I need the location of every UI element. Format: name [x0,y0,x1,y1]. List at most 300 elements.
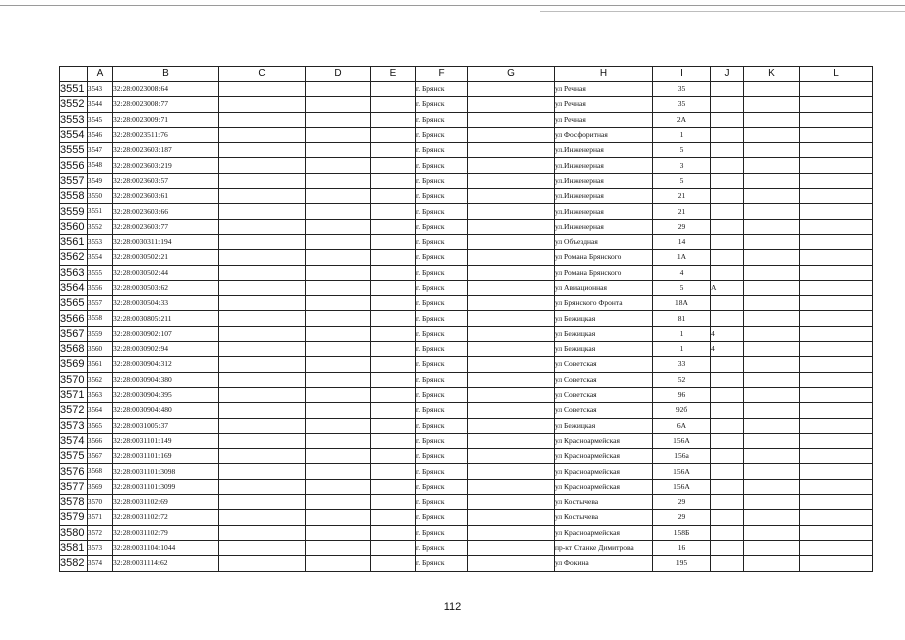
cell-h: ул Романа Брянского [555,265,653,280]
column-header-a: A [88,67,113,82]
cell-l [800,204,873,219]
cell-j [711,449,744,464]
cell-c [219,143,306,158]
cell-f: г. Брянск [416,265,468,280]
cell-a: 3547 [88,143,113,158]
cell-l [800,97,873,112]
cell-b: 32:28:0030904:312 [113,357,219,372]
row-number: 3569 [60,357,88,372]
cell-i: 29 [653,219,711,234]
cell-g [468,433,555,448]
cell-f: г. Брянск [416,556,468,571]
cell-b: 32:28:0030904:395 [113,387,219,402]
cell-h: ул Речная [555,112,653,127]
cell-k [744,342,800,357]
cell-a: 3544 [88,97,113,112]
table-row [60,204,873,219]
cell-l [800,449,873,464]
cell-b: 32:28:0030311:194 [113,234,219,249]
table-row [60,250,873,265]
cell-b: 32:28:0030902:107 [113,326,219,341]
cell-h: ул Красноармейская [555,464,653,479]
cell-a: 3564 [88,403,113,418]
cell-k [744,449,800,464]
cell-b: 32:28:0030902:94 [113,342,219,357]
cell-c [219,204,306,219]
cell-a: 3555 [88,265,113,280]
row-number: 3567 [60,326,88,341]
column-header-i: I [653,67,711,82]
cell-g [468,204,555,219]
cell-e [371,326,416,341]
table-row [60,403,873,418]
cell-h: ул Фосфоритная [555,127,653,142]
cell-c [219,82,306,97]
cell-k [744,464,800,479]
cell-l [800,219,873,234]
cell-d [306,204,371,219]
cell-j [711,495,744,510]
cell-j [711,556,744,571]
table-row [60,495,873,510]
cell-f: г. Брянск [416,311,468,326]
cell-g [468,525,555,540]
row-number: 3552 [60,97,88,112]
cell-d [306,495,371,510]
cell-e [371,449,416,464]
cell-e [371,418,416,433]
cell-d [306,112,371,127]
cell-f: г. Брянск [416,143,468,158]
cell-b: 32:28:0031101:149 [113,433,219,448]
cell-e [371,495,416,510]
cell-f: г. Брянск [416,112,468,127]
cell-f: г. Брянск [416,326,468,341]
cell-h: ул Советская [555,403,653,418]
cell-j [711,189,744,204]
cell-j [711,387,744,402]
table-row [60,326,873,341]
row-number: 3553 [60,112,88,127]
cell-g [468,403,555,418]
cell-l [800,556,873,571]
cell-f: г. Брянск [416,250,468,265]
cell-k [744,311,800,326]
cell-a: 3557 [88,296,113,311]
cell-h: ул Бежицкая [555,418,653,433]
cell-e [371,234,416,249]
cell-a: 3560 [88,342,113,357]
table-row [60,418,873,433]
cell-c [219,219,306,234]
cell-b: 32:28:0031101:3099 [113,479,219,494]
cell-c [219,234,306,249]
cell-d [306,296,371,311]
cell-i: 1 [653,326,711,341]
cell-a: 3565 [88,418,113,433]
cell-e [371,97,416,112]
cell-g [468,173,555,188]
cell-g [468,311,555,326]
cell-a: 3556 [88,280,113,295]
cell-g [468,112,555,127]
cell-e [371,189,416,204]
table-row [60,387,873,402]
cell-h: пр-кт Станке Димитрова [555,540,653,555]
cell-b: 32:28:0031102:69 [113,495,219,510]
table-row [60,464,873,479]
cell-b: 32:28:0023603:187 [113,143,219,158]
cell-k [744,510,800,525]
cell-f: г. Брянск [416,433,468,448]
table-row [60,296,873,311]
row-number: 3575 [60,449,88,464]
cell-c [219,250,306,265]
cell-h: ул Объездная [555,234,653,249]
cell-j [711,82,744,97]
cell-i: 21 [653,189,711,204]
cell-j [711,173,744,188]
cell-k [744,296,800,311]
cell-d [306,479,371,494]
cell-d [306,357,371,372]
cell-k [744,234,800,249]
cell-d [306,418,371,433]
cell-e [371,173,416,188]
cell-f: г. Брянск [416,387,468,402]
cell-a: 3550 [88,189,113,204]
table-row [60,234,873,249]
table-row [60,311,873,326]
cell-k [744,357,800,372]
cell-f: г. Брянск [416,479,468,494]
cell-g [468,387,555,402]
row-number: 3555 [60,143,88,158]
cell-g [468,296,555,311]
cell-l [800,525,873,540]
cell-a: 3546 [88,127,113,142]
column-header-e: E [371,67,416,82]
cell-h: ул Бежицкая [555,311,653,326]
cell-c [219,387,306,402]
cell-b: 32:28:0031005:37 [113,418,219,433]
table-row [60,449,873,464]
table-row [60,189,873,204]
cell-e [371,479,416,494]
cell-j [711,97,744,112]
cell-i: 195 [653,556,711,571]
cell-d [306,265,371,280]
cell-f: г. Брянск [416,158,468,173]
cell-b: 32:28:0023603:66 [113,204,219,219]
column-header-b: B [113,67,219,82]
cell-j [711,311,744,326]
cell-f: г. Брянск [416,82,468,97]
cell-f: г. Брянск [416,525,468,540]
cell-j [711,234,744,249]
table-row [60,173,873,188]
cell-j: 4 [711,326,744,341]
cell-f: г. Брянск [416,510,468,525]
column-header-j: J [711,67,744,82]
row-number: 3581 [60,540,88,555]
cell-l [800,433,873,448]
row-number: 3561 [60,234,88,249]
cell-c [219,97,306,112]
cell-d [306,173,371,188]
cell-l [800,372,873,387]
cell-h: ул.Инженерная [555,204,653,219]
row-number: 3580 [60,525,88,540]
cell-i: 5 [653,173,711,188]
cell-b: 32:28:0023603:77 [113,219,219,234]
cell-f: г. Брянск [416,97,468,112]
cell-c [219,418,306,433]
row-number: 3563 [60,265,88,280]
cell-i: 6А [653,418,711,433]
cell-g [468,127,555,142]
cell-i: 92б [653,403,711,418]
cell-h: ул Костычева [555,495,653,510]
cell-c [219,296,306,311]
cell-c [219,464,306,479]
cell-d [306,158,371,173]
cell-a: 3543 [88,82,113,97]
column-header-l: L [800,67,873,82]
cell-i: 5 [653,143,711,158]
cell-e [371,464,416,479]
cell-l [800,158,873,173]
cell-e [371,112,416,127]
row-number: 3559 [60,204,88,219]
cell-g [468,265,555,280]
cell-a: 3562 [88,372,113,387]
cell-i: 156А [653,464,711,479]
cell-h: ул.Инженерная [555,173,653,188]
cell-a: 3573 [88,540,113,555]
cell-i: 14 [653,234,711,249]
cell-e [371,342,416,357]
row-number: 3554 [60,127,88,142]
cell-k [744,433,800,448]
cell-l [800,510,873,525]
cell-d [306,326,371,341]
cell-g [468,342,555,357]
cell-i: 16 [653,540,711,555]
cell-d [306,556,371,571]
cell-c [219,326,306,341]
cell-g [468,219,555,234]
row-number: 3571 [60,387,88,402]
cell-f: г. Брянск [416,357,468,372]
cell-a: 3545 [88,112,113,127]
cell-b: 32:28:0030904:380 [113,372,219,387]
cell-i: 96 [653,387,711,402]
cell-c [219,479,306,494]
cell-c [219,449,306,464]
cell-d [306,464,371,479]
cell-d [306,127,371,142]
cell-c [219,280,306,295]
cell-c [219,525,306,540]
cell-g [468,479,555,494]
cell-j [711,296,744,311]
cell-f: г. Брянск [416,342,468,357]
table-row [60,112,873,127]
cell-g [468,97,555,112]
cell-e [371,433,416,448]
table-row [60,97,873,112]
cell-j [711,418,744,433]
cell-d [306,433,371,448]
cell-f: г. Брянск [416,280,468,295]
cell-e [371,204,416,219]
row-number: 3576 [60,464,88,479]
cell-j [711,127,744,142]
table-row [60,265,873,280]
cell-g [468,510,555,525]
cell-a: 3548 [88,158,113,173]
cell-k [744,219,800,234]
cell-d [306,449,371,464]
cell-d [306,372,371,387]
column-header-c: C [219,67,306,82]
cell-a: 3561 [88,357,113,372]
cell-f: г. Брянск [416,495,468,510]
cell-d [306,234,371,249]
cell-c [219,510,306,525]
cell-f: г. Брянск [416,219,468,234]
cell-e [371,265,416,280]
cell-f: г. Брянск [416,296,468,311]
cell-a: 3554 [88,250,113,265]
cell-i: 52 [653,372,711,387]
cell-b: 32:28:0030504:33 [113,296,219,311]
cell-k [744,127,800,142]
row-number: 3573 [60,418,88,433]
top-border-line [0,5,905,6]
cell-e [371,82,416,97]
cell-k [744,495,800,510]
cell-k [744,158,800,173]
table-row [60,280,873,295]
cell-j [711,540,744,555]
cell-c [219,173,306,188]
cell-b: 32:28:0031102:79 [113,525,219,540]
cell-d [306,219,371,234]
cell-i: 1 [653,342,711,357]
cell-h: ул Советская [555,387,653,402]
cell-i: 2А [653,112,711,127]
cell-h: ул.Инженерная [555,189,653,204]
cell-h: ул Речная [555,82,653,97]
cell-l [800,495,873,510]
row-number: 3568 [60,342,88,357]
cell-b: 32:28:0023009:71 [113,112,219,127]
cell-i: 158Б [653,525,711,540]
cell-j: А [711,280,744,295]
cell-d [306,280,371,295]
cell-k [744,250,800,265]
cell-c [219,189,306,204]
cell-a: 3570 [88,495,113,510]
cell-a: 3568 [88,464,113,479]
column-header-d: D [306,67,371,82]
cell-h: ул Бежицкая [555,342,653,357]
cell-e [371,143,416,158]
table-row [60,510,873,525]
cell-e [371,403,416,418]
cell-c [219,112,306,127]
cell-b: 32:28:0031114:62 [113,556,219,571]
cell-l [800,112,873,127]
cell-j [711,525,744,540]
cell-l [800,387,873,402]
cell-c [219,433,306,448]
cell-a: 3566 [88,433,113,448]
cell-a: 3558 [88,311,113,326]
cell-l [800,296,873,311]
cell-g [468,250,555,265]
cell-k [744,265,800,280]
cell-a: 3572 [88,525,113,540]
cell-h: ул Романа Брянского [555,250,653,265]
cell-i: 1 [653,127,711,142]
row-number: 3557 [60,173,88,188]
cell-d [306,189,371,204]
cell-a: 3551 [88,204,113,219]
cell-b: 32:28:0031102:72 [113,510,219,525]
cell-l [800,342,873,357]
cell-a: 3574 [88,556,113,571]
cell-l [800,479,873,494]
cell-i: 3 [653,158,711,173]
cell-i: 1А [653,250,711,265]
cell-g [468,495,555,510]
cell-l [800,540,873,555]
cell-i: 35 [653,97,711,112]
cell-e [371,250,416,265]
table-row [60,357,873,372]
cell-e [371,510,416,525]
corner-header [60,67,88,82]
cell-h: ул Красноармейская [555,449,653,464]
cell-k [744,143,800,158]
row-number: 3560 [60,219,88,234]
top-border-line-secondary [540,11,905,12]
cell-g [468,540,555,555]
cell-e [371,158,416,173]
cell-b: 32:28:0023603:219 [113,158,219,173]
cell-h: ул.Инженерная [555,143,653,158]
cell-h: ул Костычева [555,510,653,525]
cell-l [800,82,873,97]
cell-k [744,326,800,341]
cell-b: 32:28:0031101:169 [113,449,219,464]
row-number: 3565 [60,296,88,311]
cell-h: ул.Инженерная [555,219,653,234]
cell-g [468,372,555,387]
cell-j [711,357,744,372]
cell-k [744,387,800,402]
cell-h: ул.Инженерная [555,158,653,173]
cell-h: ул Советская [555,372,653,387]
cell-e [371,219,416,234]
cell-e [371,357,416,372]
cell-f: г. Брянск [416,464,468,479]
cell-d [306,82,371,97]
cell-d [306,342,371,357]
